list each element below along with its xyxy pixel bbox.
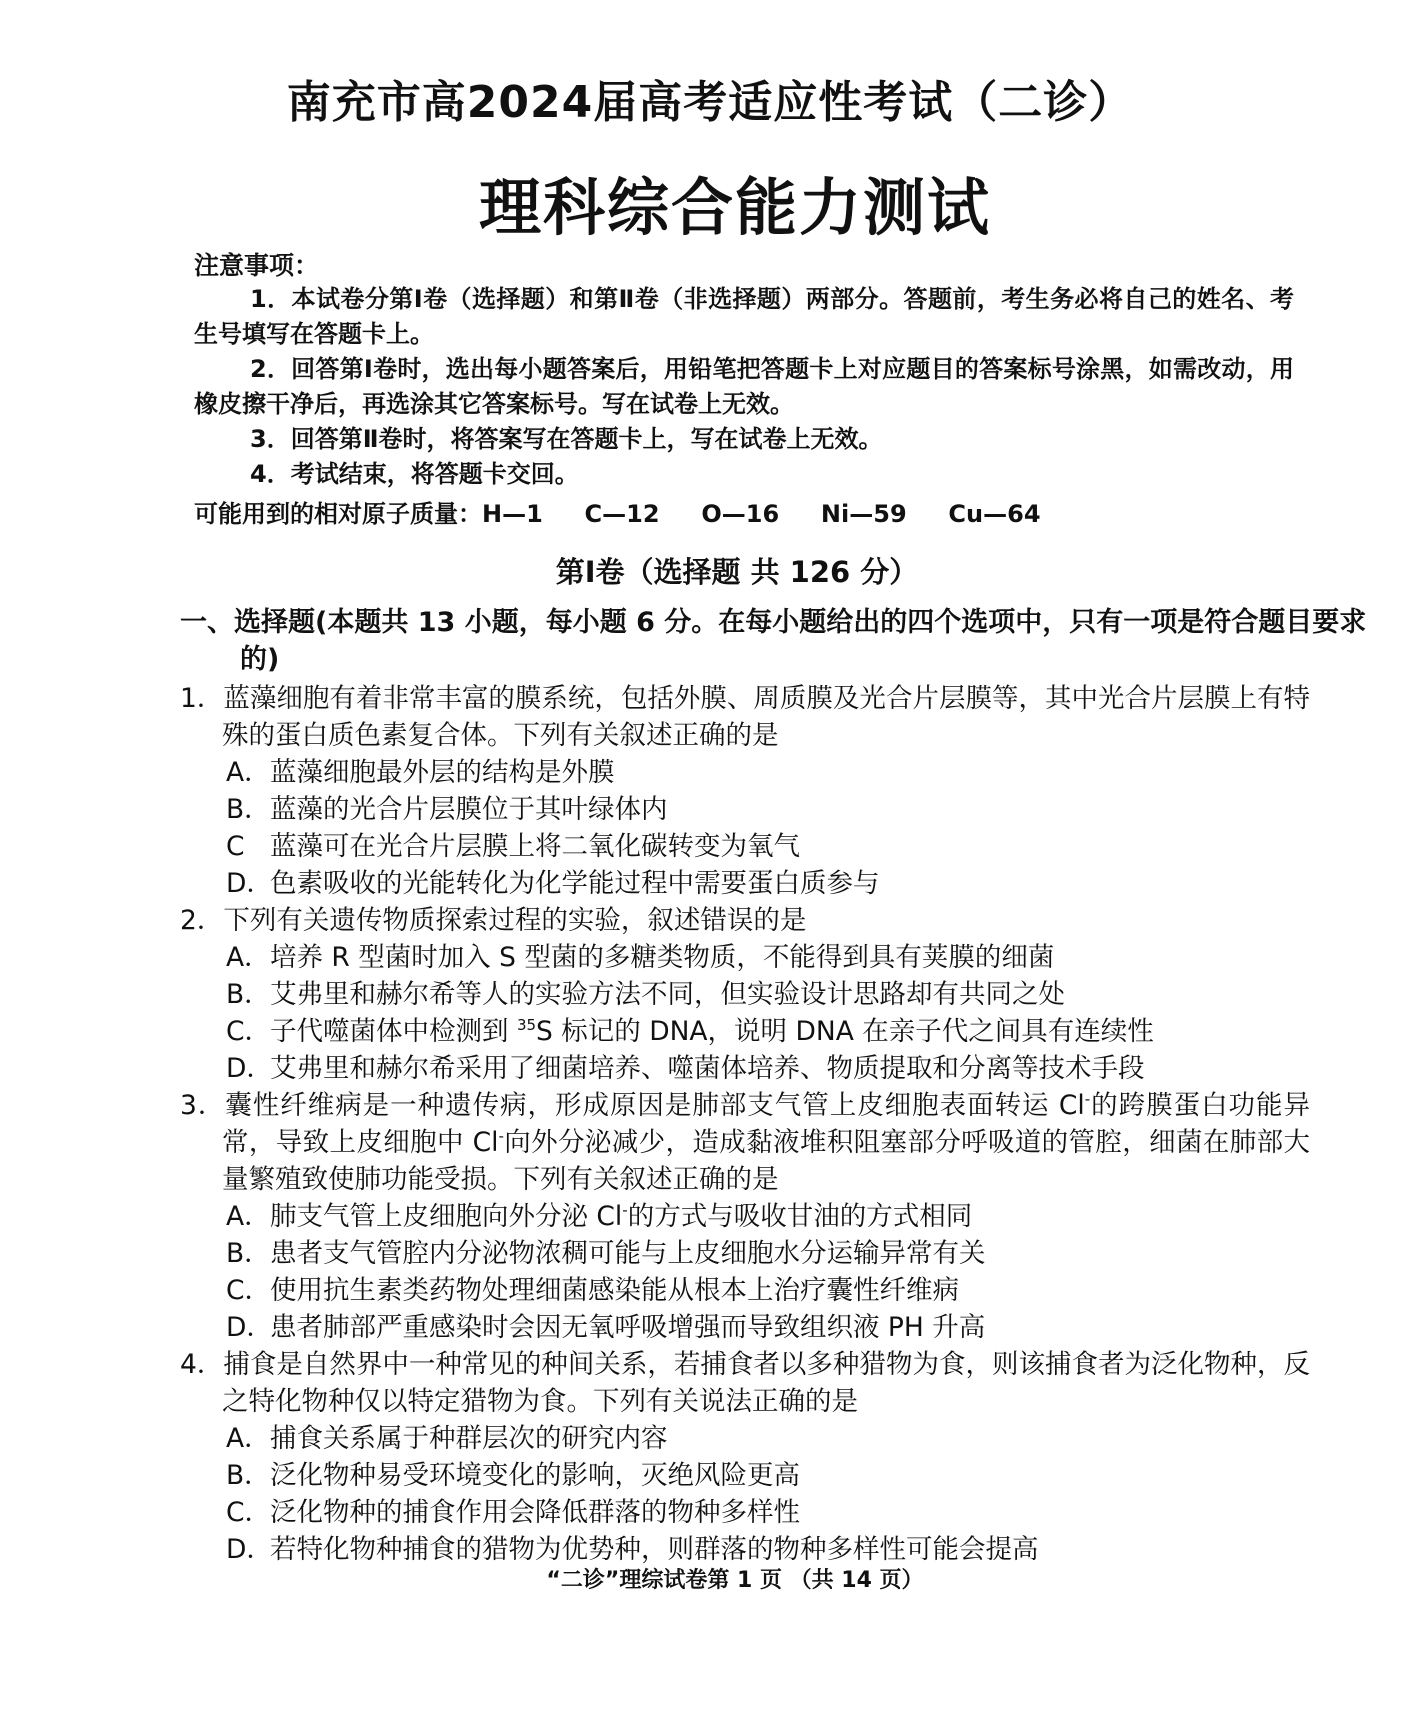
notes-heading: 注意事项：: [194, 251, 320, 280]
option-letter: A．: [226, 1423, 271, 1454]
question-1: [180, 680, 1310, 902]
option-c: [226, 1494, 1310, 1531]
option-letter: B．: [226, 794, 271, 825]
question-stem: [180, 1087, 1310, 1198]
question-stem: 1．蓝藻细胞有着非常丰富的膜系统，包括外膜、周质膜及光合片层膜等，其中光合片层膜上有特殊的蛋白质色素复合体。下列有关叙述正确的是: [180, 683, 1310, 751]
option-d: [226, 1050, 1310, 1087]
question-stem: 2．下列有关遗传物质探索过程的实验，叙述错误的是: [180, 905, 807, 936]
option-text: 蓝藻的光合片层膜位于其叶绿体内: [270, 794, 668, 825]
isotope-superscript: 35: [516, 1016, 537, 1035]
exam-title: 南充市高2024届高考适应性考试（二诊）: [286, 77, 1134, 128]
option-text-pre: 子代噬菌体中检测到: [270, 1016, 517, 1047]
option-list: [180, 939, 1310, 1087]
atomic-masses: 可能用到的相对原子质量：H—1 C—12 O—16 Ni—59 Cu—64: [194, 500, 1041, 528]
option-a: [226, 939, 1310, 976]
option-text: 蓝藻可在光合片层膜上将二氧化碳转变为氧气: [270, 831, 800, 862]
note-item: 2．回答第Ⅰ卷时，选出每小题答案后，用铅笔把答题卡上对应题目的答案标号涂黑，如需改动，用橡皮擦干净后，再选涂其它答案标号。写在试卷上无效。: [194, 355, 1294, 418]
stem-text: 向外分泌减少，造成黏液堆积阻塞部分呼吸道的管腔，细菌在肺部大量繁殖致使肺功能受损。下列有关叙述正确的是: [222, 1127, 1311, 1195]
option-letter: B．: [226, 1460, 271, 1491]
question-stem: 4．捕食是自然界中一种常见的种间关系，若捕食者以多种猎物为食，则该捕食者为泛化物种，反之特化物种仅以特定猎物为食。下列有关说法正确的是: [180, 1349, 1310, 1417]
option-letter: C．: [226, 1497, 272, 1528]
option-c: [226, 1013, 1310, 1050]
option-b: [226, 1457, 1310, 1494]
option-b: [226, 791, 1310, 828]
note-item: 4．考试结束，将答题卡交回。: [250, 460, 579, 488]
option-letter: D．: [226, 1534, 273, 1565]
charge-superscript: -: [1084, 1090, 1091, 1109]
option-text: 艾弗里和赫尔希采用了细菌培养、噬菌体培养、物质提取和分离等技术手段: [270, 1053, 1145, 1084]
option-d: [226, 1309, 1310, 1346]
stem-text: 的跨膜蛋白功能异常，导致上皮细胞中 Cl: [222, 1090, 1310, 1158]
note-item: 1．本试卷分第Ⅰ卷（选择题）和第Ⅱ卷（非选择题）两部分。答题前，考生务必将自己的姓名、考生号填写在答题卡上。: [194, 285, 1294, 348]
option-d: [226, 865, 1310, 902]
question-list: [180, 680, 1310, 1568]
question-4: [180, 1346, 1310, 1568]
option-text: 泛化物种的捕食作用会降低群落的物种多样性: [270, 1497, 800, 1528]
option-list: [180, 754, 1310, 902]
option-list: [180, 1420, 1310, 1568]
option-text: 若特化物种捕食的猎物为优势种，则群落的物种多样性可能会提高: [270, 1534, 1039, 1565]
question-2: [180, 902, 1310, 1087]
option-letter: C．: [226, 1275, 272, 1306]
option-letter: A．: [226, 942, 271, 973]
option-text-post: S 标记的 DNA，说明 DNA 在亲子代之间具有连续性: [536, 1016, 1154, 1047]
option-letter: C．: [226, 1016, 272, 1047]
option-letter: B．: [226, 979, 271, 1010]
option-text: 捕食关系属于种群层次的研究内容: [270, 1423, 668, 1454]
option-text-post: 的方式与吸收甘油的方式相同: [627, 1201, 973, 1232]
charge-superscript: -: [498, 1127, 504, 1146]
charge-superscript: -: [622, 1201, 628, 1220]
option-text: 色素吸收的光能转化为化学能过程中需要蛋白质参与: [270, 868, 880, 899]
option-text: 培养 R 型菌时加入 S 型菌的多糖类物质，不能得到具有荚膜的细菌: [270, 942, 1055, 973]
part-title: 第Ⅰ卷（选择题 共 126 分）: [555, 555, 919, 589]
option-letter: C: [226, 831, 245, 862]
note-item: 3．回答第Ⅱ卷时，将答案写在答题卡上，写在试卷上无效。: [250, 425, 883, 453]
notes-section: [194, 246, 1294, 492]
option-text: 使用抗生素类药物处理细菌感染能从根本上治疗囊性纤维病: [270, 1275, 959, 1306]
option-text: 艾弗里和赫尔希等人的实验方法不同，但实验设计思路却有共同之处: [270, 979, 1065, 1010]
section-heading: 一、选择题(本题共 13 小题，每小题 6 分。在每小题给出的四个选项中，只有一项是符合题目要求的): [180, 607, 1367, 675]
option-text: 患者肺部严重感染时会因无氧呼吸增强而导致组织液 PH 升高: [270, 1312, 986, 1343]
question-3: [180, 1087, 1310, 1346]
option-b: [226, 976, 1310, 1013]
stem-text: 3．囊性纤维病是一种遗传病，形成原因是肺部支气管上皮细胞表面转运 Cl: [180, 1090, 1085, 1121]
option-b: [226, 1235, 1310, 1272]
option-list: [180, 1198, 1310, 1346]
option-text: 患者支气管腔内分泌物浓稠可能与上皮细胞水分运输异常有关: [270, 1238, 986, 1269]
option-text: 蓝藻细胞最外层的结构是外膜: [270, 757, 615, 788]
option-letter: A．: [226, 1201, 271, 1232]
option-letter: A．: [226, 757, 271, 788]
option-c: [226, 1272, 1310, 1309]
option-letter: D．: [226, 1053, 273, 1084]
option-letter: D．: [226, 1312, 273, 1343]
option-a: [226, 1198, 1310, 1235]
option-c: [226, 828, 1310, 865]
option-a: [226, 754, 1310, 791]
option-letter: D．: [226, 868, 273, 899]
option-a: [226, 1420, 1310, 1457]
option-text-pre: 肺支气管上皮细胞向外分泌 Cl: [270, 1201, 623, 1232]
option-letter: B．: [226, 1238, 271, 1269]
page-footer: “二诊”理综试卷第 1 页 （共 14 页）: [546, 1568, 924, 1593]
option-text: 泛化物种易受环境变化的影响，灭绝风险更高: [270, 1460, 800, 1491]
subject-title: 理科综合能力测试: [478, 171, 991, 244]
